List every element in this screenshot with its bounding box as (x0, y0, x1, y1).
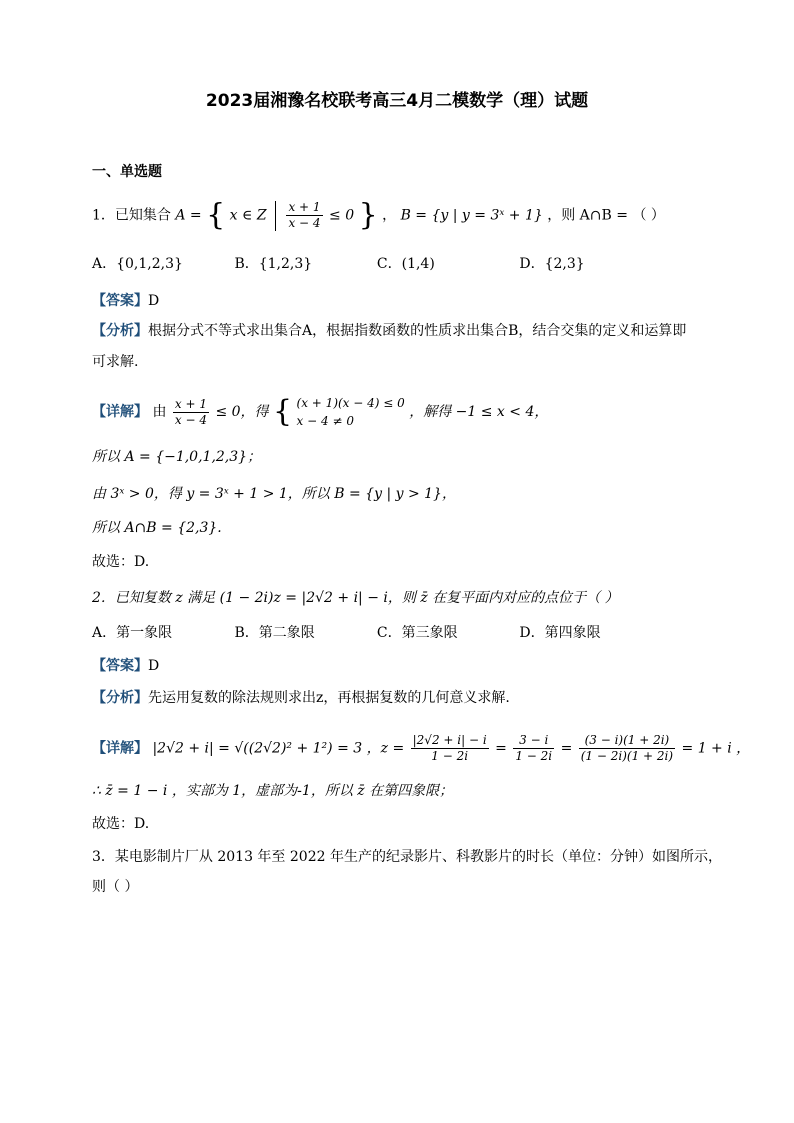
q3-stem: 3．某电影制片厂从 2013 年至 2022 年生产的纪录影片、科教影片的时长（单位：分钟）如图所示， (92, 849, 722, 865)
q1-set-a-var: x ∈ Z (229, 207, 267, 224)
q1-stem-prefix: 1．已知集合 (92, 207, 171, 224)
q2-choose: 故选：D. (92, 816, 150, 832)
q2-detail-a: |2√2 + i| = √((2√2)² + 1²) = 3 ，z = (152, 740, 409, 757)
q1-option-c: C．(1,4) (376, 256, 435, 272)
q1-set-a-fraction (286, 200, 322, 231)
q2-fraction-2: $\frac{3 - i}{1 - 2i}$ (515, 733, 553, 763)
q1-analysis-cont: 可求解. (92, 354, 139, 370)
q1-detail: 【详解】 由 $\frac{x + 1}{x - 4}$ ≤ 0，得 { (x + 1)(x − 4) ≤ 0 x − 4 ≠ 0 ，解得 −1 ≤ x < 4， (92, 394, 549, 429)
q1-tail: ，则 A∩B = （ ） (547, 207, 665, 224)
q1-set-b: B = {y | y = 3ˣ + 1} (400, 207, 543, 224)
q1-choose: 故选：D. (92, 554, 150, 570)
q1-answer (92, 291, 159, 311)
q1-comma: ， (382, 207, 397, 224)
analysis-label: 【分析】 (92, 690, 148, 706)
q2-line-1: ∴ z̄ = 1 − i ，实部为 1，虚部为-1，所以 z̄ 在第四象限； (92, 783, 454, 799)
q1-frac-num: x + 1 (288, 200, 321, 214)
q1-frac-den: x − 4 (288, 216, 321, 230)
q1-option-d: D．{2,3} (519, 256, 585, 272)
q2-answer-value: D (148, 658, 160, 674)
q1-option-a: A．{0,1,2,3} (92, 256, 183, 272)
q1-set-a-rhs: ≤ 0 (329, 207, 355, 224)
q1-detail-fraction: $\frac{x + 1}{x - 4}$ (174, 396, 207, 427)
answer-label: 【答案】 (92, 293, 148, 309)
q2-option-c: C．第三象限 (376, 625, 458, 641)
q2-options (92, 623, 657, 643)
q2-option-d: D．第四象限 (519, 625, 601, 641)
q2-detail: 【详解】 |2√2 + i| = √((2√2)² + 1²) = 3 ，z = $\frac{|2√2 + i| - i}{1 - 2i}$ = $\frac{3 - i}{1 - 2i}$ = $\frac{(3 - i)(1 + 2i)}{(1 - 2i)(1 + 2i)}$ = 1 + i ， (92, 733, 751, 763)
q2-answer (92, 656, 159, 676)
q1-sys-line-1: (x + 1)(x − 4) ≤ 0 (296, 396, 405, 410)
detail-label: 【详解】 (92, 740, 148, 757)
q2-option-b: B．第二象限 (234, 625, 315, 641)
analysis-label: 【分析】 (92, 323, 148, 339)
q1-detail-c: ，解得 −1 ≤ x < 4， (409, 404, 549, 420)
q1-stem: 1．已知集合 A = { x ∈ Z $\frac{x + 1}{x - 4}$ ≤ 0 } ， B = {y | y = 3ˣ + 1} ，则 A∩B = （ ） (92, 197, 665, 233)
q2-analysis-text: 先运用复数的除法规则求出z，再根据复数的几何意义求解. (148, 690, 510, 706)
q2-fraction-3: $\frac{(3 - i)(1 + 2i)}{(1 - 2i)(1 + 2i)}$ (580, 733, 674, 763)
q1-options (92, 254, 657, 274)
section-heading: 一、单选题 (92, 164, 162, 180)
q1-line-2: 由 3ˣ > 0，得 y = 3ˣ + 1 > 1，所以 B = {y | y > 1}， (92, 486, 456, 502)
document-title: 2023届湘豫名校联考高三4月二模数学（理）试题 (205, 91, 589, 111)
q2-option-a: A．第一象限 (92, 625, 173, 641)
q1-detail-a: 由 (152, 404, 167, 420)
q1-detail-b: ≤ 0，得 (215, 404, 269, 420)
detail-label: 【详解】 (92, 404, 148, 420)
q1-line-3: 所以 A∩B = {2,3}. (92, 520, 222, 536)
q2-stem: 2．已知复数 z 满足 (1 − 2i)z = |2√2 + i| − i，则 z̄ 在复平面内对应的点位于（ ） (92, 590, 619, 606)
q1-set-a-lhs: A = (175, 207, 207, 224)
q3-stem-cont: 则（ ） (92, 879, 139, 895)
q1-inequality-system (297, 394, 405, 430)
answer-label: 【答案】 (92, 658, 148, 674)
q2-analysis (92, 688, 510, 708)
q2-fraction-1: $\frac{|2√2 + i| - i}{1 - 2i}$ (412, 733, 487, 763)
q2-detail-b: = 1 + i ， (681, 740, 751, 757)
q1-option-b: B．{1,2,3} (234, 256, 313, 272)
q1-analysis-text-1: 根据分式不等式求出集合A，根据指数函数的性质求出集合B，结合交集的定义和运算即 (148, 323, 687, 339)
q1-line-1: 所以 A = {−1,0,1,2,3}； (92, 449, 262, 465)
q1-analysis (92, 321, 686, 341)
q1-sys-line-2: x − 4 ≠ 0 (296, 414, 354, 428)
q1-answer-value: D (148, 293, 160, 309)
